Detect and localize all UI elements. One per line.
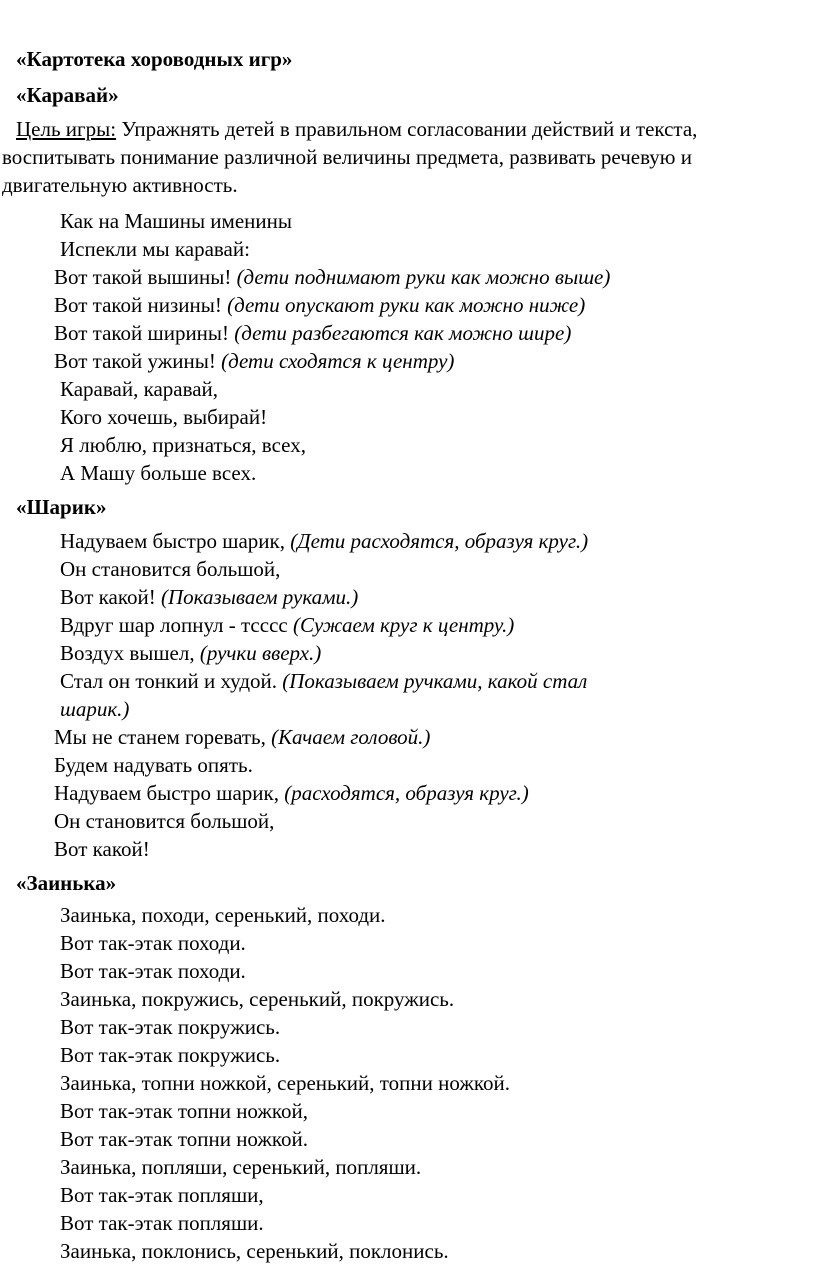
stage-direction: шарик.) (60, 697, 130, 721)
goal-text: Упражнять детей в правильном согласовании действий и текста, (116, 117, 698, 141)
goal-line-1 (16, 116, 697, 142)
verse-line: Надуваем быстро шарик, (расходятся, образуя круг.) (54, 781, 529, 805)
verse-line: Я люблю, признаться, всех, (60, 433, 306, 457)
verse-line: Вот так-этак попляши. (60, 1211, 264, 1235)
verse-line: Вот так-этак покружись. (60, 1043, 281, 1067)
verse-line: Мы не станем горевать, (Качаем головой.) (54, 725, 431, 749)
verse-line: Вот так-этак попляши, (60, 1183, 264, 1207)
verse-line: Вот такой вышины! (дети поднимают руки как можно выше) (54, 265, 611, 289)
document-title: «Картотека хороводных игр» (16, 47, 293, 71)
verse-line: Заинька, походи, серенький, походи. (60, 903, 386, 927)
verse-line: Заинька, попляши, серенький, попляши. (60, 1155, 422, 1179)
section-heading-zainka: «Заинька» (16, 871, 117, 895)
verse-line: Заинька, поклонись, серенький, поклонись. (60, 1239, 449, 1263)
verse-line: Испекли мы каравай: (60, 237, 250, 261)
verse-line: Вот так-этак топни ножкой, (60, 1099, 309, 1123)
verse-line: Вот так-этак топни ножкой. (60, 1127, 309, 1151)
stage-direction: (Сужаем круг к центру.) (292, 613, 515, 637)
verse-line: Стал он тонкий и худой. (Показываем ручками, какой стал (60, 669, 588, 693)
stage-direction: (Показываем руками.) (160, 585, 359, 609)
verse-line: Будем надувать опять. (54, 753, 253, 777)
verse-line: Он становится большой, (54, 809, 275, 833)
verse-line: Кого хочешь, выбирай! (60, 405, 268, 429)
verse-line: Как на Машины именины (60, 209, 292, 233)
stage-direction: (Качаем головой.) (271, 725, 431, 749)
verse-line: Вдруг шар лопнул - тсссс (Сужаем круг к центру.) (60, 613, 515, 637)
stage-direction: (Показываем ручками, какой стал (282, 669, 588, 693)
verse-line (60, 696, 129, 722)
section-heading-karavay: «Каравай» (16, 83, 119, 107)
verse-line: Вот так-этак покружись. (60, 1015, 281, 1039)
verse-line: А Машу больше всех. (60, 461, 257, 485)
goal-line-2: воспитывать понимание различной величины предмета, развивать речевую и (2, 145, 692, 169)
verse-line: Каравай, каравай, (60, 377, 219, 401)
stage-direction: (дети поднимают руки как можно выше) (236, 265, 611, 289)
stage-direction: (дети разбегаются как можно шире) (234, 321, 572, 345)
stage-direction: (расходятся, образуя круг.) (284, 781, 529, 805)
verse-line: Вот так-этак походи. (60, 931, 246, 955)
section-heading-sharik: «Шарик» (16, 495, 107, 519)
verse-line: Он становится большой, (60, 557, 281, 581)
stage-direction: (дети опускают руки как можно ниже) (227, 293, 586, 317)
verse-line: Воздух вышел, (ручки вверх.) (60, 641, 322, 665)
goal-line-3: двигательную активность. (2, 173, 238, 197)
verse-line: Заинька, топни ножкой, серенький, топни ножкой. (60, 1071, 510, 1095)
stage-direction: (Дети расходятся, образуя круг.) (290, 529, 589, 553)
verse-line: Вот такой ширины! (дети разбегаются как можно шире) (54, 321, 572, 345)
verse-line: Надуваем быстро шарик, (Дети расходятся, образуя круг.) (60, 529, 589, 553)
verse-line: Вот какой! (Показываем руками.) (60, 585, 359, 609)
verse-line: Вот какой! (54, 837, 150, 861)
stage-direction: (дети сходятся к центру) (221, 349, 455, 373)
goal-label: Цель игры: (16, 117, 117, 141)
verse-line: Вот так-этак походи. (60, 959, 246, 983)
stage-direction: (ручки вверх.) (199, 641, 322, 665)
verse-line: Вот такой ужины! (дети сходятся к центру) (54, 349, 455, 373)
verse-line: Вот такой низины! (дети опускают руки как можно ниже) (54, 293, 586, 317)
verse-line: Заинька, покружись, серенький, покружись. (60, 987, 455, 1011)
